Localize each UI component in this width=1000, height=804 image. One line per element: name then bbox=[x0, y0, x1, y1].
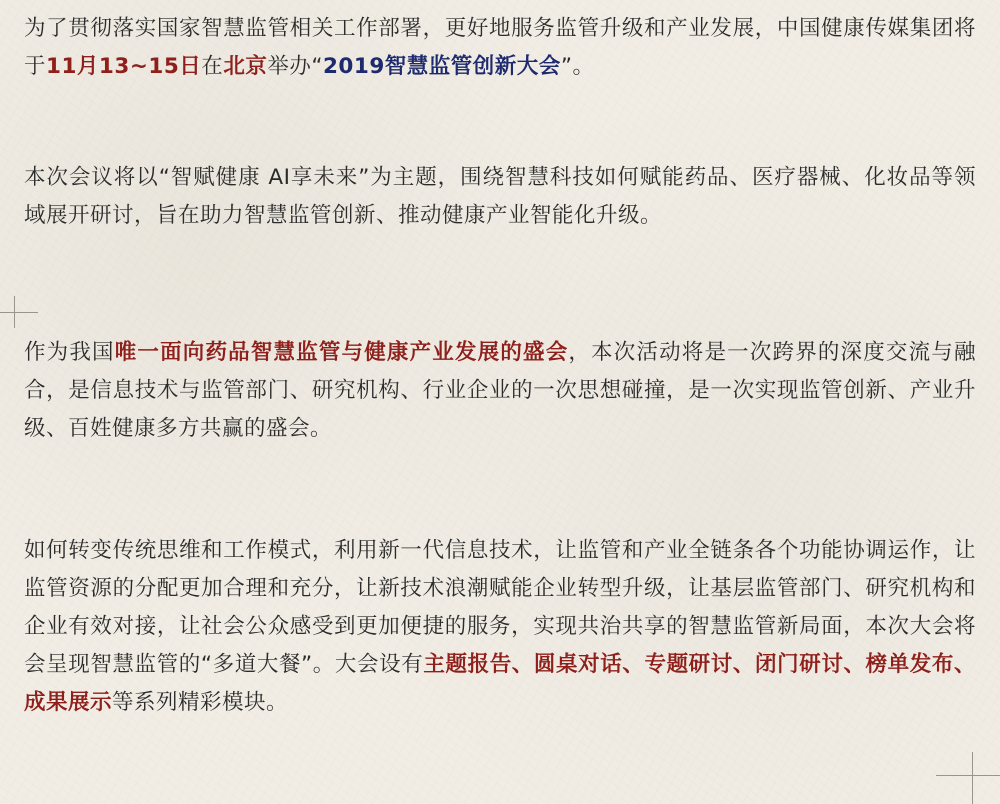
paragraph-intro bbox=[24, 10, 976, 86]
significance-highlight: 唯一面向药品智慧监管与健康产业发展的盛会 bbox=[114, 340, 569, 365]
event-date: 11月13~15日 bbox=[46, 54, 202, 79]
intro-text-1: 为了贯彻落实国家智慧监管相关工作部署，更好地服务监管升级和产业发展，中国健康传媒集团将于 bbox=[24, 16, 976, 79]
modules-text-1: 如何转变传统思维和工作模式，利用新一代信息技术，让监管和产业全链条各个功能协调运作，让监管资源的分配更加合理和充分，让新技术浪潮赋能企业转型升级，让基层监管部门、研究机构和企业有效对接，让社会公众感受到更加便捷的服务，实现共治共享的智慧监管新局面，本次大会将会呈现智慧监管的“多道大餐”。大会设有 bbox=[24, 538, 976, 677]
intro-text-2: 在 bbox=[201, 54, 224, 79]
significance-text-1: 作为我国 bbox=[24, 340, 115, 365]
paragraph-significance bbox=[24, 334, 976, 448]
modules-text-2: 等系列精彩模块。 bbox=[112, 690, 289, 715]
theme-text: 本次会议将以“智赋健康 AI享未来”为主题，围绕智慧科技如何赋能药品、医疗器械、化妆品等领域展开研讨，旨在助力智慧监管创新、推动健康产业智能化升级。 bbox=[24, 165, 976, 228]
event-name: 2019智慧监管创新大会 bbox=[322, 54, 561, 79]
event-city: 北京 bbox=[223, 54, 268, 79]
significance-text-2: ，本次活动将是一次跨界的深度交流与融合，是信息技术与监管部门、研究机构、行业企业的一次思想碰撞，是一次实现监管创新、产业升级、百姓健康多方共赢的盛会。 bbox=[24, 340, 976, 441]
paragraph-theme bbox=[24, 159, 976, 235]
intro-text-3: 举办“ bbox=[267, 54, 323, 79]
paragraph-modules bbox=[24, 532, 976, 722]
intro-text-4: ”。 bbox=[560, 54, 595, 79]
modules-highlight: 主题报告、圆桌对话、专题研讨、闭门研讨、榜单发布、成果展示 bbox=[24, 652, 976, 715]
